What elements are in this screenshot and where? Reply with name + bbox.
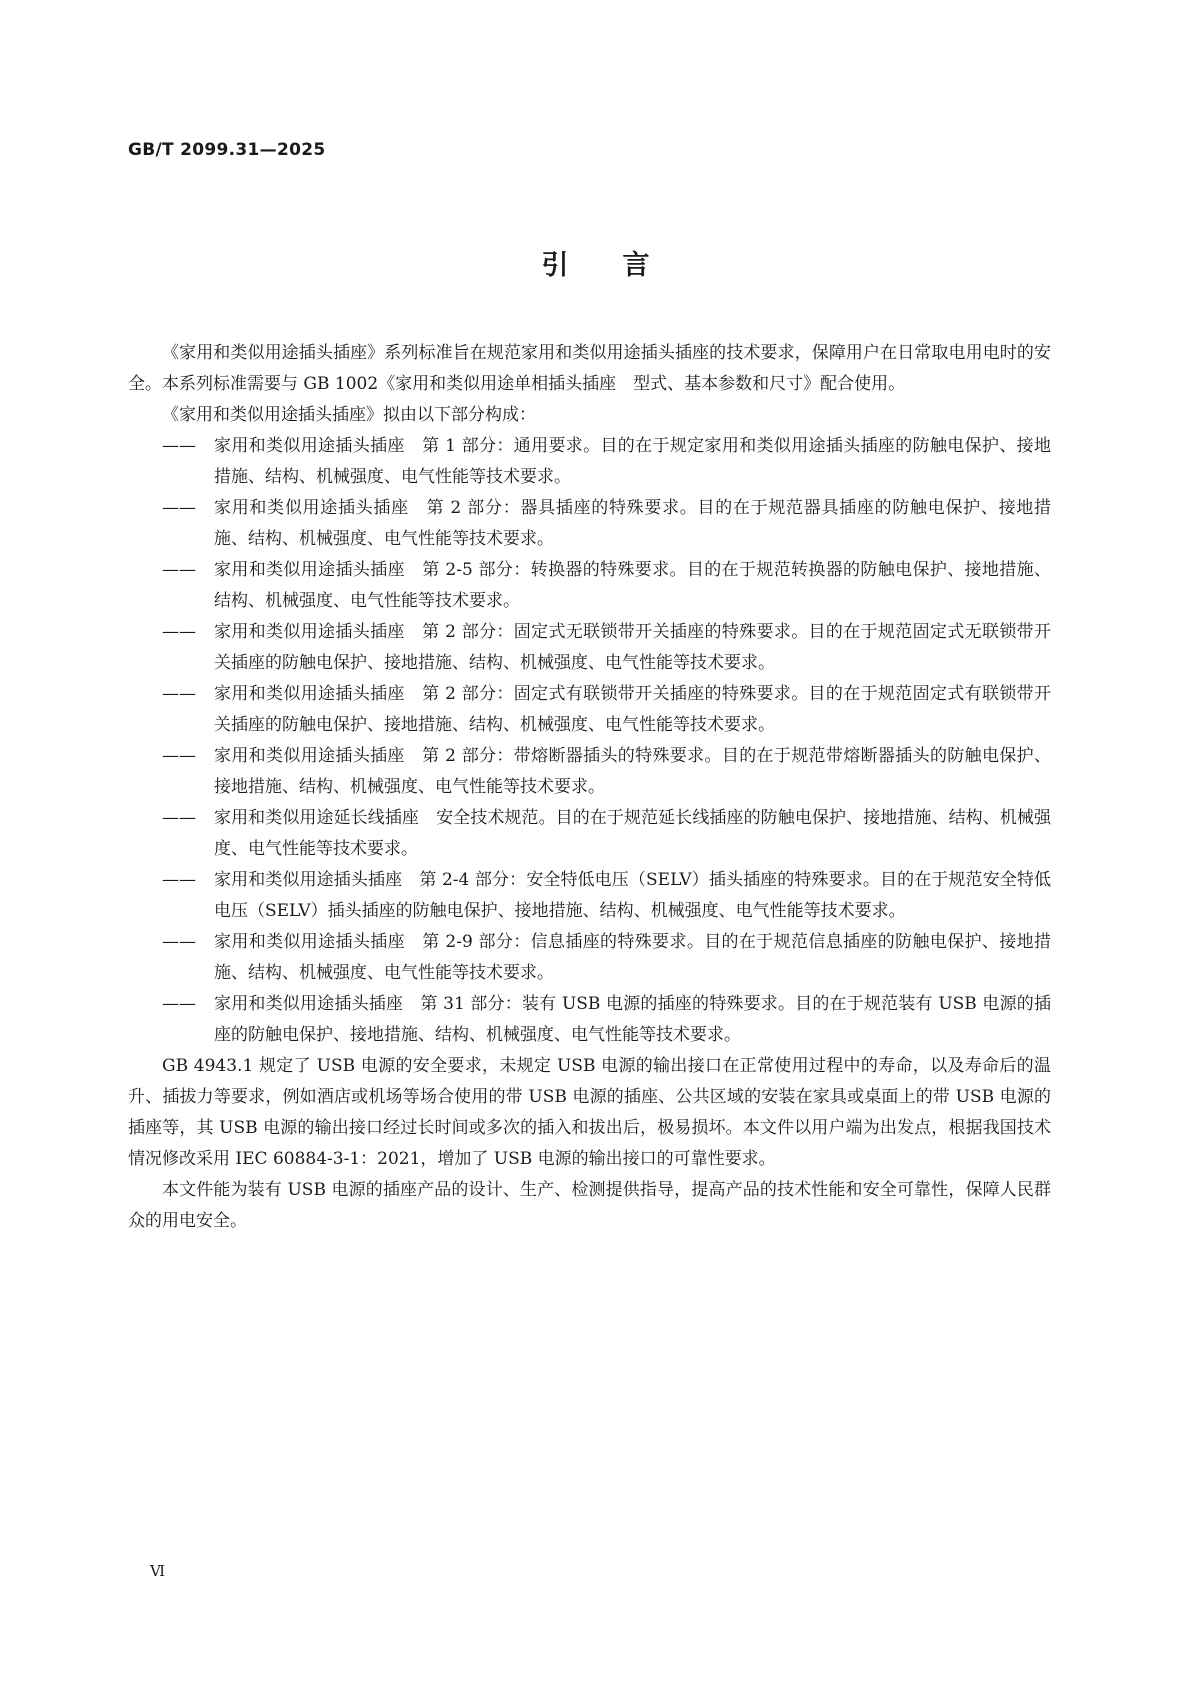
usb-background-paragraph: GB 4943.1 规定了 USB 电源的安全要求，未规定 USB 电源的输出接口在正常使用过程中的寿命，以及寿命后的温升、插拔力等要求，例如酒店或机场等场合使用的带 USB 电源的插座、公共区域的安装在家具或桌面上的带 USB 电源的插座等，其 USB 电源的输出接口经过长时间或多次的插入和拔出后，极易损坏。本文件以用户端为出发点，根据我国技术情况修改采用 IEC 60884-3-1：2021，增加了 USB 电源的输出接口的可靠性要求。 <box>128 1056 1051 1169</box>
dash-marker: —— <box>162 870 196 890</box>
list-item-text: 家用和类似用途插头插座 第 2-9 部分：信息插座的特殊要求。目的在于规范信息插座的防触电保护、接地措施、结构、机械强度、电气性能等技术要求。 <box>214 932 1051 983</box>
list-item-text: 家用和类似用途插头插座 第 2 部分：带熔断器插头的特殊要求。目的在于规范带熔断器插头的防触电保护、接地措施、结构、机械强度、电气性能等技术要求。 <box>214 746 1051 797</box>
parts-list <box>128 431 1051 1051</box>
list-item <box>128 555 1051 617</box>
purpose-paragraph: 本文件能为装有 USB 电源的插座产品的设计、生产、检测提供指导，提高产品的技术性能和安全可靠性，保障人民群众的用电安全。 <box>128 1180 1051 1231</box>
document-body <box>128 338 1051 1237</box>
list-item <box>128 493 1051 555</box>
list-item <box>128 617 1051 679</box>
dash-marker: —— <box>162 746 196 766</box>
list-item-text: 家用和类似用途插头插座 第 31 部分：装有 USB 电源的插座的特殊要求。目的在于规范装有 USB 电源的插座的防触电保护、接地措施、结构、机械强度、电气性能等技术要求。 <box>214 994 1051 1045</box>
dash-marker: —— <box>162 994 196 1014</box>
list-item <box>128 989 1051 1051</box>
intro-paragraph: 《家用和类似用途插头插座》系列标准旨在规范家用和类似用途插头插座的技术要求，保障用户在日常取电用电时的安全。本系列标准需要与 GB 1002《家用和类似用途单相插头插座 型式、基本参数和尺寸》配合使用。 <box>128 343 1051 394</box>
list-item <box>128 741 1051 803</box>
dash-marker: —— <box>162 560 196 580</box>
parts-list-intro: 《家用和类似用途插头插座》拟由以下部分构成： <box>162 405 536 425</box>
dash-marker: —— <box>162 622 196 642</box>
document-code: GB/T 2099.31—2025 <box>128 140 326 160</box>
list-item <box>128 865 1051 927</box>
list-item-text: 家用和类似用途插头插座 第 2-5 部分：转换器的特殊要求。目的在于规范转换器的防触电保护、接地措施、结构、机械强度、电气性能等技术要求。 <box>214 560 1051 611</box>
list-item-text: 家用和类似用途插头插座 第 2 部分：器具插座的特殊要求。目的在于规范器具插座的防触电保护、接地措施、结构、机械强度、电气性能等技术要求。 <box>214 498 1051 549</box>
list-item-text: 家用和类似用途插头插座 第 2 部分：固定式无联锁带开关插座的特殊要求。目的在于规范固定式无联锁带开关插座的防触电保护、接地措施、结构、机械强度、电气性能等技术要求。 <box>214 622 1051 673</box>
list-item <box>128 927 1051 989</box>
dash-marker: —— <box>162 436 196 456</box>
dash-marker: —— <box>162 808 196 828</box>
list-item-text: 家用和类似用途延长线插座 安全技术规范。目的在于规范延长线插座的防触电保护、接地措施、结构、机械强度、电气性能等技术要求。 <box>214 808 1051 859</box>
list-item <box>128 431 1051 493</box>
page-title: 引言 <box>541 250 704 281</box>
list-item <box>128 803 1051 865</box>
list-item-text: 家用和类似用途插头插座 第 2 部分：固定式有联锁带开关插座的特殊要求。目的在于规范固定式有联锁带开关插座的防触电保护、接地措施、结构、机械强度、电气性能等技术要求。 <box>214 684 1051 735</box>
dash-marker: —— <box>162 932 196 952</box>
list-item-text: 家用和类似用途插头插座 第 2-4 部分：安全特低电压（SELV）插头插座的特殊要求。目的在于规范安全特低电压（SELV）插头插座的防触电保护、接地措施、结构、机械强度、电气性能等技术要求。 <box>214 870 1051 921</box>
dash-marker: —— <box>162 498 196 518</box>
page-number: Ⅵ <box>150 1562 166 1580</box>
list-item <box>128 679 1051 741</box>
list-item-text: 家用和类似用途插头插座 第 1 部分：通用要求。目的在于规定家用和类似用途插头插座的防触电保护、接地措施、结构、机械强度、电气性能等技术要求。 <box>214 436 1051 487</box>
dash-marker: —— <box>162 684 196 704</box>
